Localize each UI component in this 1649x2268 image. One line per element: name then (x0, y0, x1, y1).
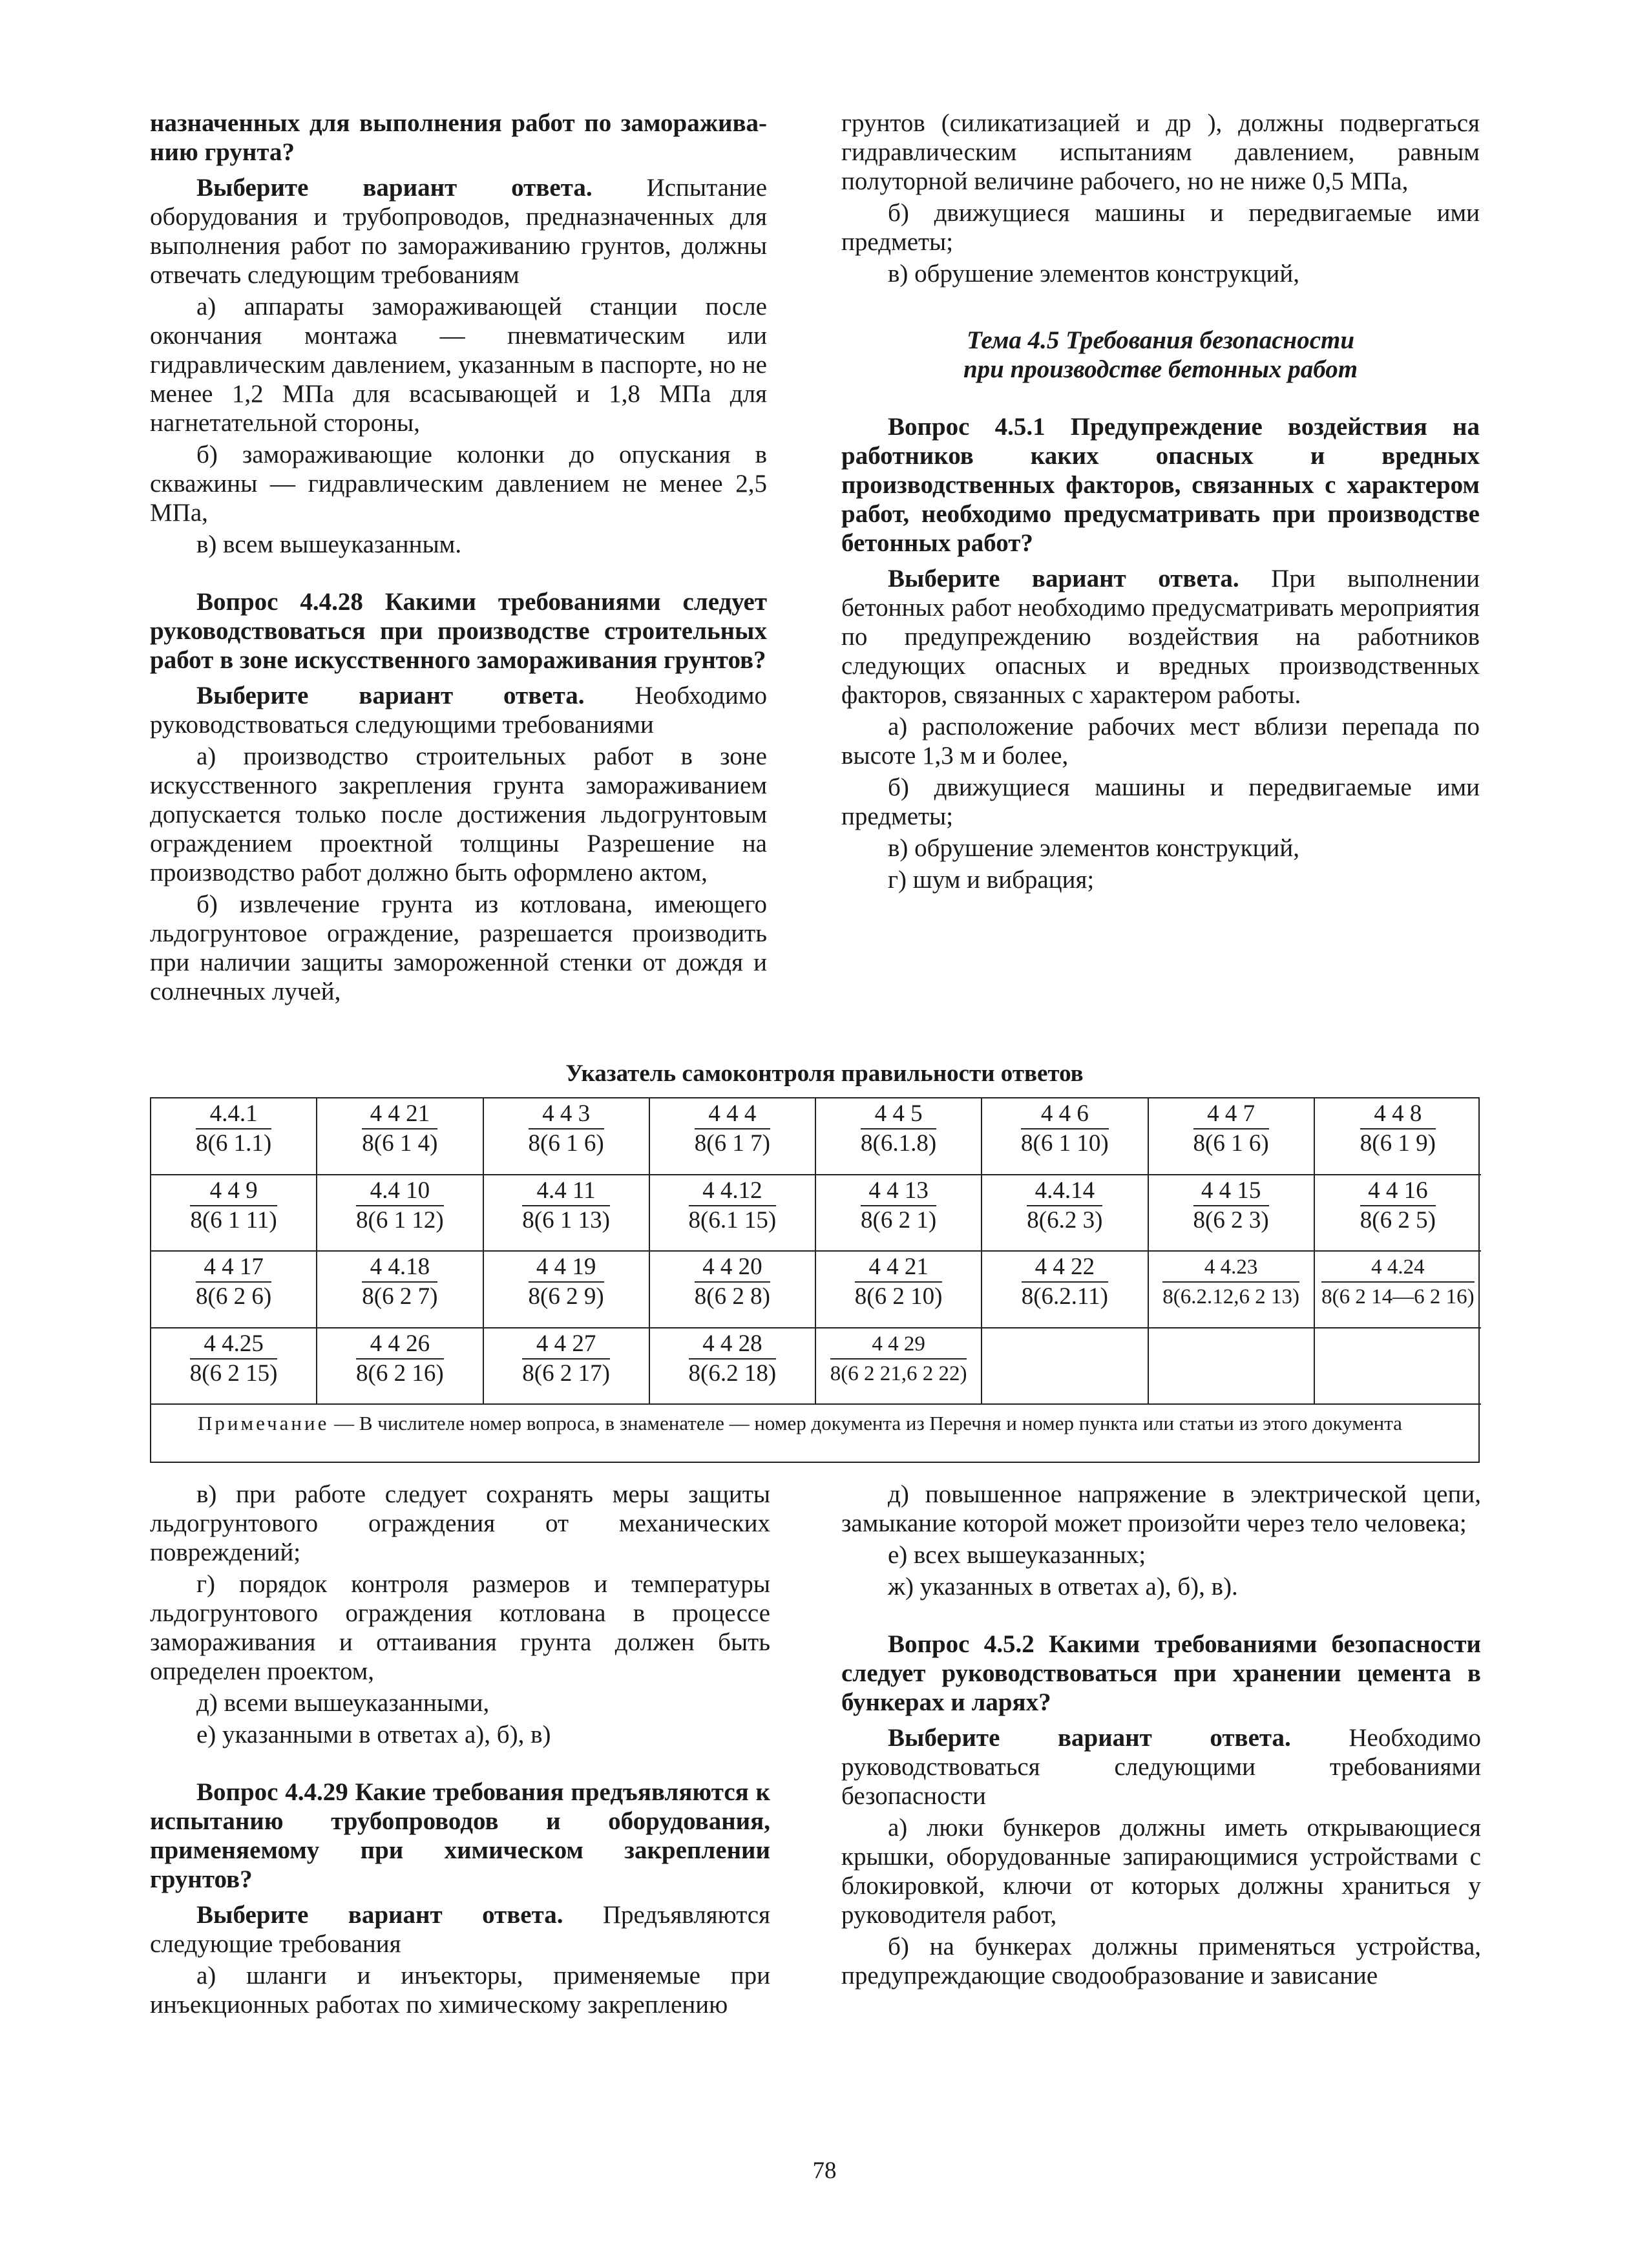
option-b: б) замораживающие колонки до опускания в скважины — гидравлическим давлением не менее 2,5 МПа, (150, 441, 767, 527)
answer-paragraph (150, 681, 767, 739)
table-cell (1315, 1328, 1481, 1405)
answer-ref (1193, 1100, 1269, 1158)
question-number: 4 4.25 (190, 1330, 278, 1360)
note-label: Примечание (198, 1412, 330, 1434)
table-cell (484, 1252, 650, 1328)
table-cell (650, 1098, 816, 1175)
question-number: 4 4 4 (695, 1100, 770, 1129)
table-cell (650, 1328, 816, 1405)
option-b: б) движущиеся машины и передвигаемые ими предметы; (841, 773, 1480, 830)
answer-ref (1360, 1100, 1436, 1158)
question-4-5-2: Вопрос 4.5.2 Какими требованиями безопасности следует руководствоваться при хранении цемента в бункерах и ларях? (841, 1630, 1481, 1716)
document-reference: 8(6 1 10) (1021, 1130, 1109, 1157)
right-column-bottom (841, 1480, 1481, 1990)
answer-continuation: грунтов (силикатизацией и др ), должны подвергаться гидравлическим испытаниям давлением, равным полуторной величине рабочего, но не ниже 0,5 МПа, (841, 109, 1480, 195)
answer-paragraph (150, 1900, 770, 1958)
document-reference: 8(6.2.11) (1021, 1283, 1109, 1310)
document-reference: 8(6.2 18) (688, 1360, 777, 1387)
question-4-5-1: Вопрос 4.5.1 Предупреждение воздействия на работников каких опасных и вредных производственных факторов, связанных с характером работ, необходимо предусматривать при производстве бетонных работ? (841, 413, 1480, 557)
question-number: 4 4 28 (689, 1330, 777, 1360)
answer-ref (830, 1330, 967, 1388)
document-reference: 8(6.2 3) (1027, 1206, 1103, 1234)
document-reference: 8(6 1 6) (1193, 1130, 1269, 1157)
table-cell (317, 1252, 483, 1328)
question-number: 4 4 3 (529, 1100, 604, 1129)
option-v: в) всем вышеуказанным. (196, 530, 462, 558)
answer-ref (861, 1100, 936, 1158)
table-cell (816, 1098, 982, 1175)
answer-ref (861, 1177, 936, 1235)
table-cell (151, 1328, 317, 1405)
option-b: б) движущиеся машины и передвигаемые ими предметы; (841, 199, 1480, 256)
question-number: 4 4 13 (861, 1177, 936, 1206)
document-reference: 8(6 1 4) (362, 1130, 438, 1157)
table-cell (1149, 1252, 1315, 1328)
table-cell (982, 1175, 1148, 1252)
option-v: в) обрушение элементов конструкций, (888, 834, 1299, 862)
topic-line-1: Тема 4.5 Требования безопасности (966, 326, 1355, 354)
question-number: 4 4 8 (1360, 1100, 1436, 1129)
document-reference: 8(6 2 21,6 2 22) (830, 1361, 967, 1385)
question-number: 4 4 26 (356, 1330, 444, 1360)
table-cell (317, 1098, 483, 1175)
answer-ref (695, 1100, 770, 1158)
question-number: 4 4 19 (529, 1253, 604, 1283)
document-reference: 8(6 2 8) (694, 1283, 770, 1310)
question-number: 4.4 11 (522, 1177, 610, 1206)
option-b: б) извлечение грунта из котлована, имеющего льдогрунтовое ограждение, разрешается производить при наличии защиты замороженной стенки от дождя и солнечных лучей, (150, 890, 767, 1005)
topic-line-2: при производстве бетонных работ (963, 355, 1358, 383)
question-number: 4 4 20 (695, 1253, 770, 1283)
answer-ref (356, 1330, 444, 1388)
document-reference: 8(6 1 11) (190, 1206, 277, 1234)
table-cell (982, 1252, 1148, 1328)
answer-paragraph (841, 1723, 1481, 1811)
answer-ref (695, 1253, 770, 1311)
answer-ref (522, 1177, 610, 1235)
left-column-bottom (150, 1480, 770, 2019)
question-number: 4 4 22 (1022, 1253, 1108, 1283)
table-cell (982, 1098, 1148, 1175)
option-v: в) обрушение элементов конструкций, (888, 260, 1299, 288)
self-check-grid (151, 1098, 1478, 1405)
question-number: 4 4 6 (1021, 1100, 1109, 1129)
answer-ref (1022, 1253, 1108, 1311)
document-reference: 8(6 1.1) (196, 1130, 272, 1157)
answer-lead: Выберите вариант ответа. (888, 565, 1239, 593)
table-cell (484, 1175, 650, 1252)
option-v: в) при работе следует сохранять меры защиты льдогрунтового ограждения от механических повреждений; (150, 1480, 770, 1566)
question-number: 4 4.12 (689, 1177, 777, 1206)
option-zh: ж) указанных в ответах а), б), в). (888, 1573, 1238, 1601)
question-number: 4 4 27 (522, 1330, 610, 1360)
answer-ref (362, 1253, 437, 1311)
table-cell (982, 1328, 1148, 1405)
question-number: 4.4.14 (1027, 1177, 1102, 1206)
table-cell (650, 1175, 816, 1252)
answer-paragraph (150, 173, 767, 289)
answer-text: Предъявляются следующие требования (150, 1901, 770, 1958)
document-reference: 8(6 2 1) (861, 1206, 937, 1234)
question-number: 4 4 15 (1193, 1177, 1269, 1206)
topic-heading (841, 326, 1480, 384)
option-e: е) всех вышеуказанных; (888, 1541, 1146, 1569)
table-cell (484, 1328, 650, 1405)
self-check-title: Указатель самоконтроля правильности ответов (565, 1060, 1084, 1087)
option-g: г) порядок контроля размеров и температуры льдогрунтового ограждения котлована в процессе замораживания и оттаивания грунта должен быть определен проектом, (150, 1570, 770, 1685)
table-cell (1315, 1175, 1481, 1252)
document-reference: 8(6.1 15) (688, 1206, 777, 1234)
answer-text: Испытание оборудования и трубопроводов, предназначенных для выполнения работ по замораживанию грунтов, должны отвечать следующим требованиям (150, 174, 767, 289)
option-a: а) шланги и инъекторы, применяемые при инъекционных работах по химическому закреплению (150, 1962, 770, 2019)
document-reference: 8(6 2 10) (854, 1283, 943, 1310)
document-reference: 8(6.1.8) (861, 1130, 937, 1157)
answer-ref (855, 1253, 943, 1311)
table-cell (151, 1175, 317, 1252)
table-cell (151, 1252, 317, 1328)
answer-ref (356, 1177, 444, 1235)
document-reference: 8(6 2 7) (362, 1283, 438, 1310)
document-reference: 8(6 2 3) (1193, 1206, 1269, 1234)
table-cell (650, 1252, 816, 1328)
table-cell (317, 1175, 483, 1252)
answer-lead: Выберите вариант ответа. (196, 174, 593, 202)
answer-text: При выполнении бетонных работ необходимо предусматривать мероприятия по предупреждению воздействия на работников следующих опасных и вредных производственных факторов, связанных с характером работы. (841, 565, 1480, 709)
option-a: а) аппараты замораживающей станции после окончания монтажа — пневматическим или гидравлическим давлением, указанным в паспорте, но не менее 1,2 МПа для всасывающей и 1,8 МПа для нагнетательной стороны, (150, 293, 767, 437)
table-cell (816, 1175, 982, 1252)
question-number: 4 4 7 (1193, 1100, 1269, 1129)
answer-ref (362, 1100, 437, 1158)
answer-lead: Выберите вариант ответа. (196, 1901, 563, 1929)
document-reference: 8(6 2 9) (528, 1283, 604, 1310)
answer-ref (1360, 1177, 1436, 1235)
table-cell (1315, 1252, 1481, 1328)
answer-ref (689, 1330, 777, 1388)
question-number: 4 4 5 (861, 1100, 936, 1129)
table-cell (1315, 1098, 1481, 1175)
answer-text: Необходимо руководствоваться следующими требованиями безопасности (841, 1724, 1481, 1810)
table-cell (151, 1098, 317, 1175)
document-reference: 8(6 2 14—6 2 16) (1321, 1285, 1475, 1308)
document-reference: 8(6 2 5) (1360, 1206, 1436, 1234)
answer-text: Необходимо руководствоваться следующими требованиями (150, 682, 767, 739)
question-4-4-29: Вопрос 4.4.29 Какие требования предъявляются к испытанию трубопроводов и оборудования, применяемому при химическом закреплении грунтов? (150, 1778, 770, 1893)
answer-ref (1162, 1253, 1299, 1311)
answer-ref (196, 1100, 271, 1158)
document-reference: 8(6 1 12) (356, 1206, 444, 1234)
document-reference: 8(6.2.12,6 2 13) (1162, 1285, 1299, 1308)
answer-lead: Выберите вариант ответа. (196, 682, 585, 709)
option-a: а) люки бункеров должны иметь открывающиеся крышки, оборудованные запирающимися устройствами с блокировкой, ключи от которых должны храниться у руководителя работ, (841, 1814, 1481, 1929)
self-check-table (150, 1097, 1480, 1463)
option-b: б) на бункерах должны применяться устройства, предупреждающие сводообразование и зависание (841, 1933, 1481, 1990)
table-cell (1149, 1328, 1315, 1405)
answer-ref (529, 1253, 604, 1311)
table-cell (484, 1098, 650, 1175)
answer-ref (689, 1177, 777, 1235)
option-a: а) производство строительных работ в зоне искусственного закрепления грунта замораживанием допускается только после достижения льдогрунтовым ограждением проектной толщины Разрешение на производство работ должно быть оформлено актом, (150, 742, 767, 887)
answer-ref (1021, 1100, 1109, 1158)
question-number: 4 4.24 (1321, 1253, 1474, 1283)
document-reference: 8(6 1 7) (694, 1130, 770, 1157)
table-note (155, 1411, 1473, 1436)
option-g: г) шум и вибрация; (888, 866, 1095, 894)
answer-ref (1193, 1177, 1269, 1235)
document-reference: 8(6 1 9) (1360, 1130, 1436, 1157)
answer-ref (1321, 1253, 1474, 1311)
answer-paragraph (841, 564, 1480, 709)
question-continuation: назначенных для выполнения работ по заморажива-нию грунта? (150, 109, 767, 166)
question-number: 4 4 29 (830, 1330, 967, 1360)
question-number: 4 4.18 (362, 1253, 437, 1283)
answer-ref (190, 1330, 278, 1388)
left-column-top (150, 109, 767, 1006)
document-reference: 8(6 1 6) (528, 1130, 604, 1157)
question-number: 4 4 21 (362, 1100, 437, 1129)
table-cell (816, 1328, 982, 1405)
document-reference: 8(6 2 6) (196, 1283, 272, 1310)
question-number: 4 4 21 (855, 1253, 943, 1283)
question-number: 4 4 9 (190, 1177, 277, 1206)
document-reference: 8(6 2 17) (522, 1360, 610, 1387)
question-number: 4 4.23 (1162, 1253, 1299, 1283)
table-cell (1149, 1098, 1315, 1175)
page-number: 78 (812, 2158, 837, 2184)
question-number: 4.4 10 (356, 1177, 444, 1206)
option-a: а) расположение рабочих мест вблизи перепада по высоте 1,3 м и более, (841, 713, 1480, 770)
table-cell (816, 1252, 982, 1328)
answer-ref (196, 1253, 271, 1311)
table-cell (1149, 1175, 1315, 1252)
answer-ref (1027, 1177, 1102, 1235)
answer-ref (529, 1100, 604, 1158)
question-number: 4 4 17 (196, 1253, 271, 1283)
option-d: д) повышенное напряжение в электрической цепи, замыкание которой может произойти через тело человека; (841, 1480, 1481, 1537)
answer-ref (522, 1330, 610, 1388)
question-4-4-28: Вопрос 4.4.28 Какими требованиями следует руководствоваться при производстве строительных работ в зоне искусственного замораживания грунтов? (150, 588, 767, 674)
question-number: 4 4 16 (1360, 1177, 1436, 1206)
table-cell (317, 1328, 483, 1405)
document-reference: 8(6 2 16) (356, 1360, 444, 1387)
document-reference: 8(6 1 13) (522, 1206, 610, 1234)
answer-ref (190, 1177, 277, 1235)
right-column-top (841, 109, 1480, 894)
option-d: д) всеми вышеуказанными, (196, 1689, 490, 1717)
note-text: — В числителе номер вопроса, в знаменателе — номер документа из Перечня и номер пункта или статьи из этого документа (329, 1412, 1402, 1434)
option-e: е) указанными в ответах а), б), в) (196, 1721, 551, 1748)
answer-lead: Выберите вариант ответа. (888, 1724, 1291, 1752)
question-number: 4.4.1 (196, 1100, 271, 1129)
document-reference: 8(6 2 15) (189, 1360, 278, 1387)
